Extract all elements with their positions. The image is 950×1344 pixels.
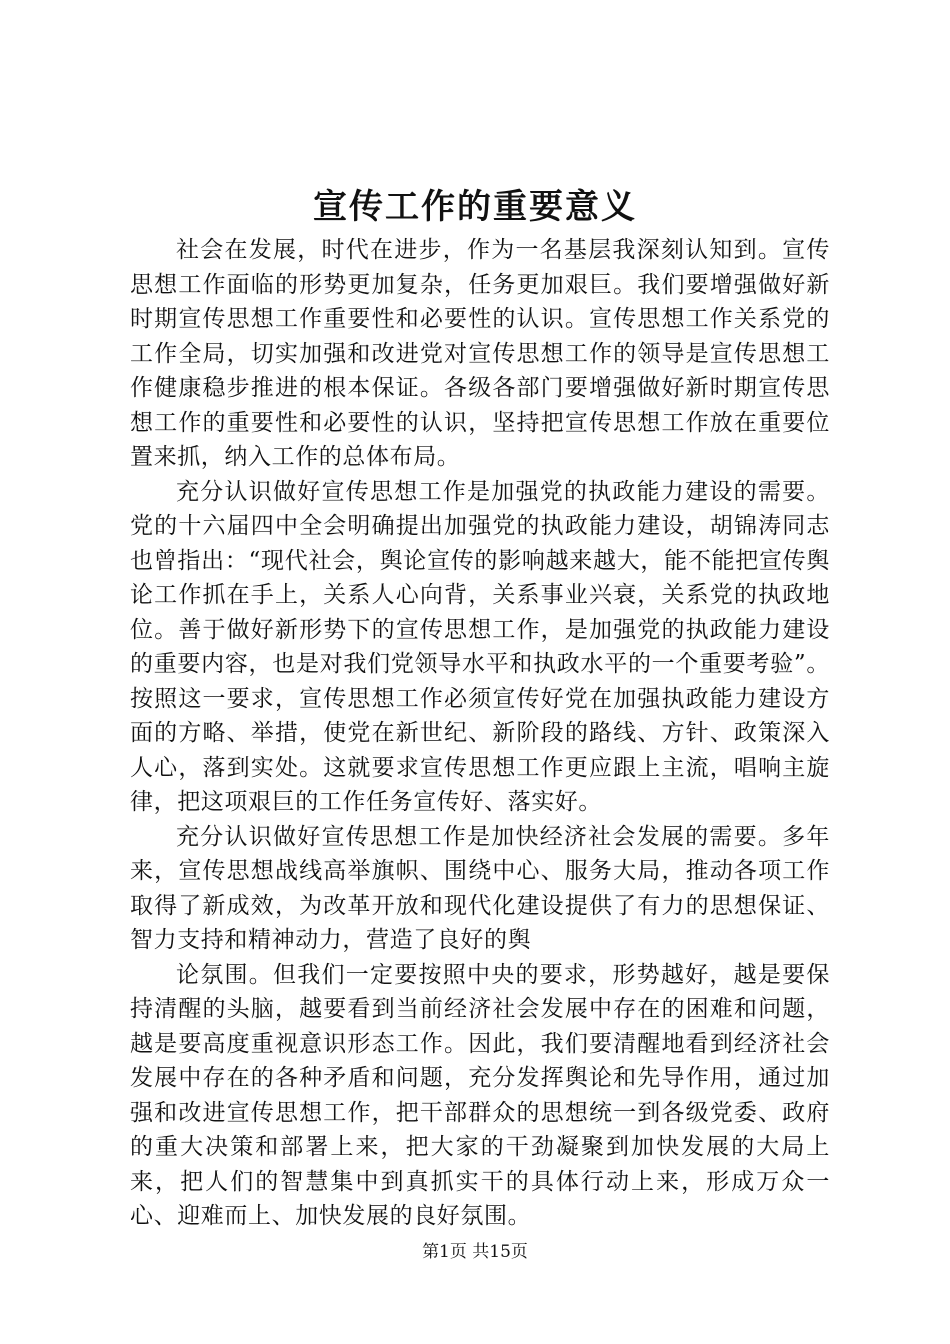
paragraph-4: 论氛围。但我们一定要按照中央的要求，形势越好，越是要保持清醒的头脑，越要看到当前经济社会发展中存在的困难和问题，越是要高度重视意识形态工作。因此，我们要清醒地看到经济社会发展中存在的各种矛盾和问题，充分发挥舆论和先导作用，通过加强和改进宣传思想工作，把干部群众的思想统一到各级党委、政府的重大决策和部署上来，把大家的干劲凝聚到加快发展的大局上来，把人们的智慧集中到真抓实干的具体行动上来，形成万众一心、迎难而上、加快发展的良好氛围。 [130, 961, 830, 1229]
paragraph-2: 充分认识做好宣传思想工作是加强党的执政能力建设的需要。党的十六届四中全会明确提出加强党的执政能力建设，胡锦涛同志也曾指出：“现代社会，舆论宣传的影响越来越大，能不能把宣传舆论工作抓在手上，关系人心向背，关系事业兴衰，关系党的执政地位。善于做好新形势下的宣传思想工作，是加强党的执政能力建设的重要内容，也是对我们党领导水平和执政水平的一个重要考验”。按照这一要求，宣传思想工作必须宣传好党在加强执政能力建设方面的方略、举措，使党在新世纪、新阶段的路线、方针、政策深入人心，落到实处。这就要求宣传思想工作更应跟上主流，唱响主旋律，把这项艰巨的工作任务宣传好、落实好。 [130, 478, 830, 815]
paragraph-1: 社会在发展，时代在进步，作为一名基层我深刻认知到。宣传思想工作面临的形势更加复杂，任务更加艰巨。我们要增强做好新时期宣传思想工作重要性和必要性的认识。宣传思想工作关系党的工作全局，切实加强和改进党对宣传思想工作的领导是宣传思想工作健康稳步推进的根本保证。各级各部门要增强做好新时期宣传思想工作的重要性和必要性的认识，坚持把宣传思想工作放在重要位置来抓，纳入工作的总体布局。 [130, 237, 830, 470]
document-title: 宣传工作的重要意义 [313, 187, 637, 227]
document-body [130, 233, 830, 1234]
paragraph-3: 充分认识做好宣传思想工作是加快经济社会发展的需要。多年来，宣传思想战线高举旗帜、围绕中心、服务大局，推动各项工作取得了新成效，为改革开放和现代化建设提供了有力的思想保证、智力支持和精神动力，营造了良好的舆 [130, 823, 830, 953]
page-footer: 第1页 共15页 [422, 1242, 528, 1262]
